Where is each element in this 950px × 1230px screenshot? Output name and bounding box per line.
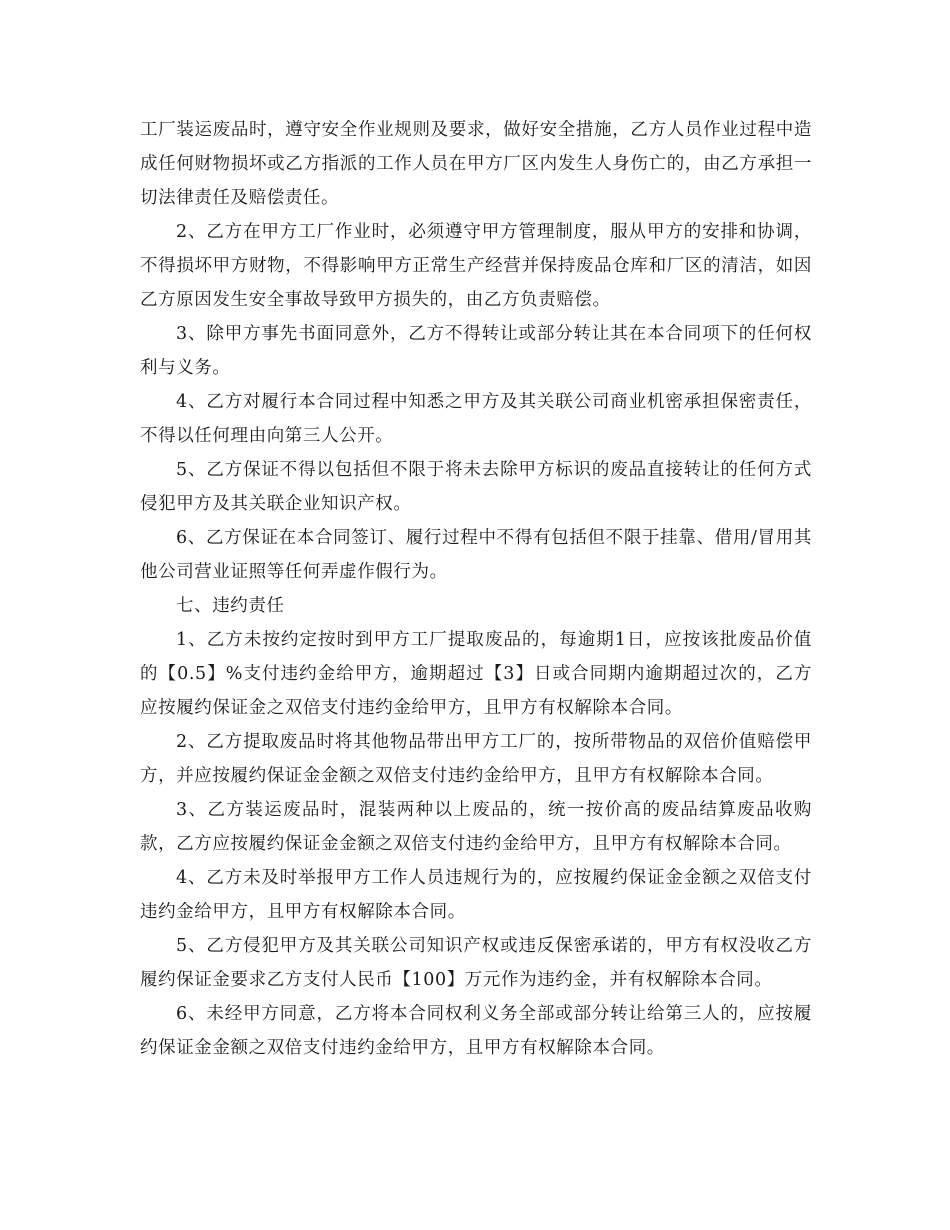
paragraph: 6、乙方保证在本合同签订、履行过程中不得有包括但不限于挂靠、借用/冒用其他公司营业证照等任何弄虚作假行为。 (140, 528, 812, 582)
paragraph: 3、乙方装运废品时，混装两种以上废品的，统一按价高的废品结算废品收购款，乙方应按履约保证金金额之双倍支付违约金给甲方，且甲方有权解除本合同。 (140, 800, 812, 854)
paragraph: 5、乙方侵犯甲方及其关联公司知识产权或违反保密承诺的，甲方有权没收乙方履约保证金要求乙方支付人民币【100】万元作为违约金，并有权解除本合同。 (140, 936, 812, 990)
paragraph: 4、乙方未及时举报甲方工作人员违规行为的，应按履约保证金金额之双倍支付违约金给甲方，且甲方有权解除本合同。 (140, 868, 812, 922)
paragraph: 6、未经甲方同意，乙方将本合同权利义务全部或部分转让给第三人的，应按履约保证金金额之双倍支付违约金给甲方，且甲方有权解除本合同。 (140, 1004, 812, 1058)
paragraph: 4、乙方对履行本合同过程中知悉之甲方及其关联公司商业机密承担保密责任，不得以任何理由向第三人公开。 (140, 392, 812, 446)
document-body (140, 113, 812, 1065)
paragraph: 2、乙方提取废品时将其他物品带出甲方工厂的，按所带物品的双倍价值赔偿甲方，并应按履约保证金金额之双倍支付违约金给甲方，且甲方有权解除本合同。 (140, 732, 812, 786)
section-heading: 七、违约责任 (176, 596, 285, 616)
paragraph: 工厂装运废品时，遵守安全作业规则及要求，做好安全措施，乙方人员作业过程中造成任何财物损坏或乙方指派的工作人员在甲方厂区内发生人身伤亡的，由乙方承担一切法律责任及赔偿责任。 (140, 120, 812, 208)
paragraph: 5、乙方保证不得以包括但不限于将未去除甲方标识的废品直接转让的任何方式侵犯甲方及其关联企业知识产权。 (140, 460, 812, 514)
paragraph: 1、乙方未按约定按时到甲方工厂提取废品的，每逾期1日，应按该批废品价值的【0.5】%支付违约金给甲方，逾期超过【3】日或合同期内逾期超过次的，乙方应按履约保证金之双倍支付违约金给甲方，且甲方有权解除本合同。 (140, 630, 812, 718)
paragraph: 2、乙方在甲方工厂作业时，必须遵守甲方管理制度，服从甲方的安排和协调，不得损坏甲方财物，不得影响甲方正常生产经营并保持废品仓库和厂区的清洁，如因乙方原因发生安全事故导致甲方损失的，由乙方负责赔偿。 (140, 222, 812, 310)
paragraph: 3、除甲方事先书面同意外，乙方不得转让或部分转让其在本合同项下的任何权利与义务。 (140, 324, 812, 378)
